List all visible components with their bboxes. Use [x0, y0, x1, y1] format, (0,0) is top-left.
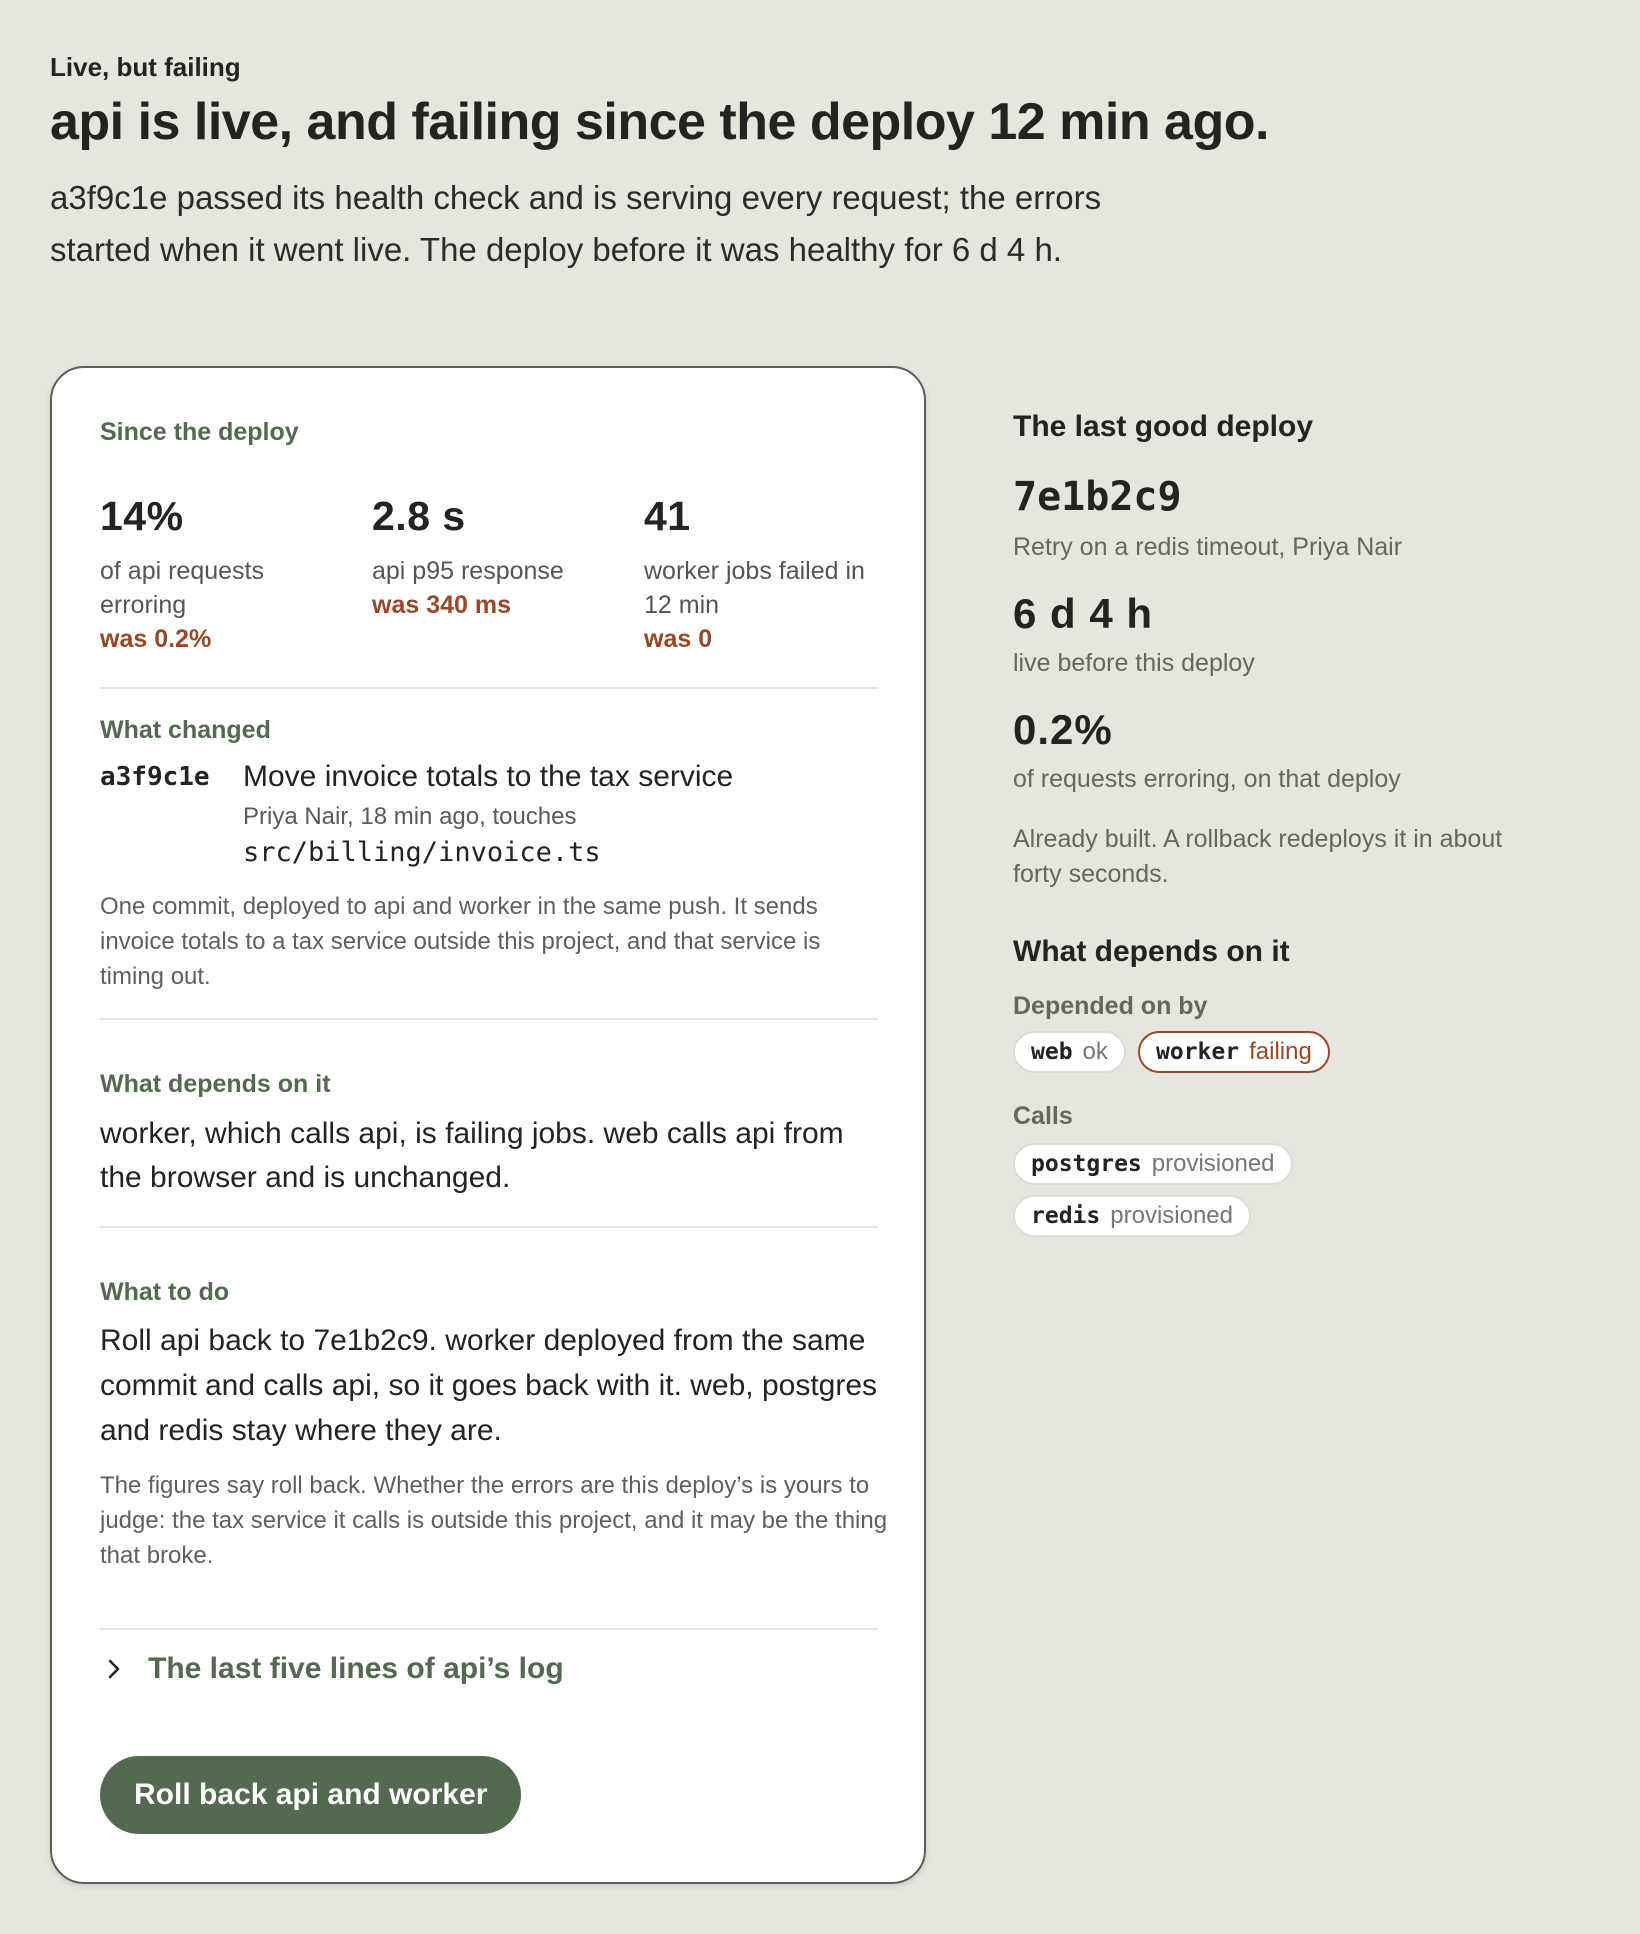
metric-description: api p95 response	[372, 557, 564, 585]
service-name: web	[1031, 1039, 1073, 1065]
depended-on-by-label: Depended on by	[1013, 992, 1208, 1020]
commit-title: Move invoice totals to the tax service	[243, 760, 734, 793]
service-chip-web[interactable]	[1013, 1031, 1126, 1073]
metric-p95-response	[372, 493, 622, 622]
divider	[100, 1628, 878, 1630]
calls-label: Calls	[1013, 1102, 1073, 1130]
service-chip-postgres[interactable]	[1013, 1143, 1293, 1185]
metrics-row	[100, 493, 878, 653]
last-good-deploy-title: The last good deploy	[1013, 410, 1314, 443]
service-name: worker	[1156, 1039, 1240, 1065]
status-eyebrow: Live, but failing	[50, 52, 241, 82]
deploy-card	[50, 366, 926, 1884]
commit-meta: Priya Nair, 18 min ago, touches	[243, 803, 577, 830]
service-name: redis	[1031, 1203, 1101, 1229]
metric-description: worker jobs failed in 12 min	[644, 557, 865, 619]
metric-worker-jobs-failed	[644, 493, 874, 656]
last-good-commit-description: Retry on a redis timeout, Priya Nair	[1013, 533, 1403, 561]
metric-value: 41	[644, 493, 691, 539]
rollback-button[interactable]: Roll back api and worker	[100, 1756, 521, 1834]
page-title: api is live, and failing since the deploy 12 min ago.	[50, 93, 1269, 151]
rollback-readiness-note: Already built. A rollback redeploys it in about forty seconds.	[1013, 825, 1503, 888]
commit-file-path: src/billing/invoice.ts	[243, 837, 601, 868]
metric-previous: was 340 ms	[372, 591, 511, 619]
recommendation-note: The figures say roll back. Whether the errors are this deploy’s is yours to judge: the tax service it calls is outside this project, and it may be the thing that broke.	[100, 1472, 888, 1569]
chevron-right-icon	[100, 1655, 128, 1683]
what-depends-label: What depends on it	[100, 1070, 331, 1098]
recommendation-text: Roll api back to 7e1b2c9. worker deployed from the same commit and calls api, so it goes back with it. web, postgres and redis stay where they are.	[100, 1324, 878, 1447]
service-state: provisioned	[1110, 1202, 1233, 1229]
metric-error-rate	[100, 493, 350, 656]
what-to-do-label: What to do	[100, 1278, 230, 1306]
depends-description: worker, which calls api, is failing jobs. web calls api from the browser and is unchanged.	[100, 1117, 844, 1194]
metric-value: 2.8 s	[372, 493, 466, 539]
last-good-error-rate-description: of requests erroring, on that deploy	[1013, 765, 1401, 793]
log-disclosure-label: The last five lines of api’s log	[148, 1652, 564, 1685]
service-state: provisioned	[1151, 1150, 1275, 1177]
service-chip-worker[interactable]	[1138, 1031, 1330, 1073]
dependencies-title: What depends on it	[1013, 935, 1290, 968]
status-summary: a3f9c1e passed its health check and is serving every request; the errors started when it went live. The deploy before it was healthy for 6 d 4 h.	[50, 179, 1102, 268]
commit-hash: a3f9c1e	[100, 762, 210, 792]
service-state: ok	[1082, 1038, 1108, 1065]
metric-value: 14%	[100, 493, 184, 539]
last-good-commit-hash: 7e1b2c9	[1013, 474, 1182, 520]
last-good-uptime-description: live before this deploy	[1013, 649, 1255, 677]
metric-previous: was 0.2%	[100, 625, 212, 653]
metric-description: of api requests erroring	[100, 557, 264, 619]
service-chip-redis[interactable]	[1013, 1195, 1251, 1237]
divider	[100, 1226, 878, 1228]
service-state: failing	[1249, 1038, 1312, 1065]
divider	[100, 1018, 878, 1020]
log-disclosure-toggle[interactable]	[100, 1652, 564, 1686]
last-good-error-rate: 0.2%	[1013, 706, 1113, 753]
last-good-uptime: 6 d 4 h	[1013, 590, 1154, 637]
what-changed-label: What changed	[100, 716, 271, 744]
service-name: postgres	[1031, 1151, 1142, 1177]
change-note: One commit, deployed to api and worker in the same push. It sends invoice totals to a tax service outside this project, and that service is timing out.	[100, 893, 821, 990]
divider	[100, 687, 878, 689]
metric-previous: was 0	[644, 625, 713, 653]
since-deploy-label: Since the deploy	[100, 418, 299, 446]
